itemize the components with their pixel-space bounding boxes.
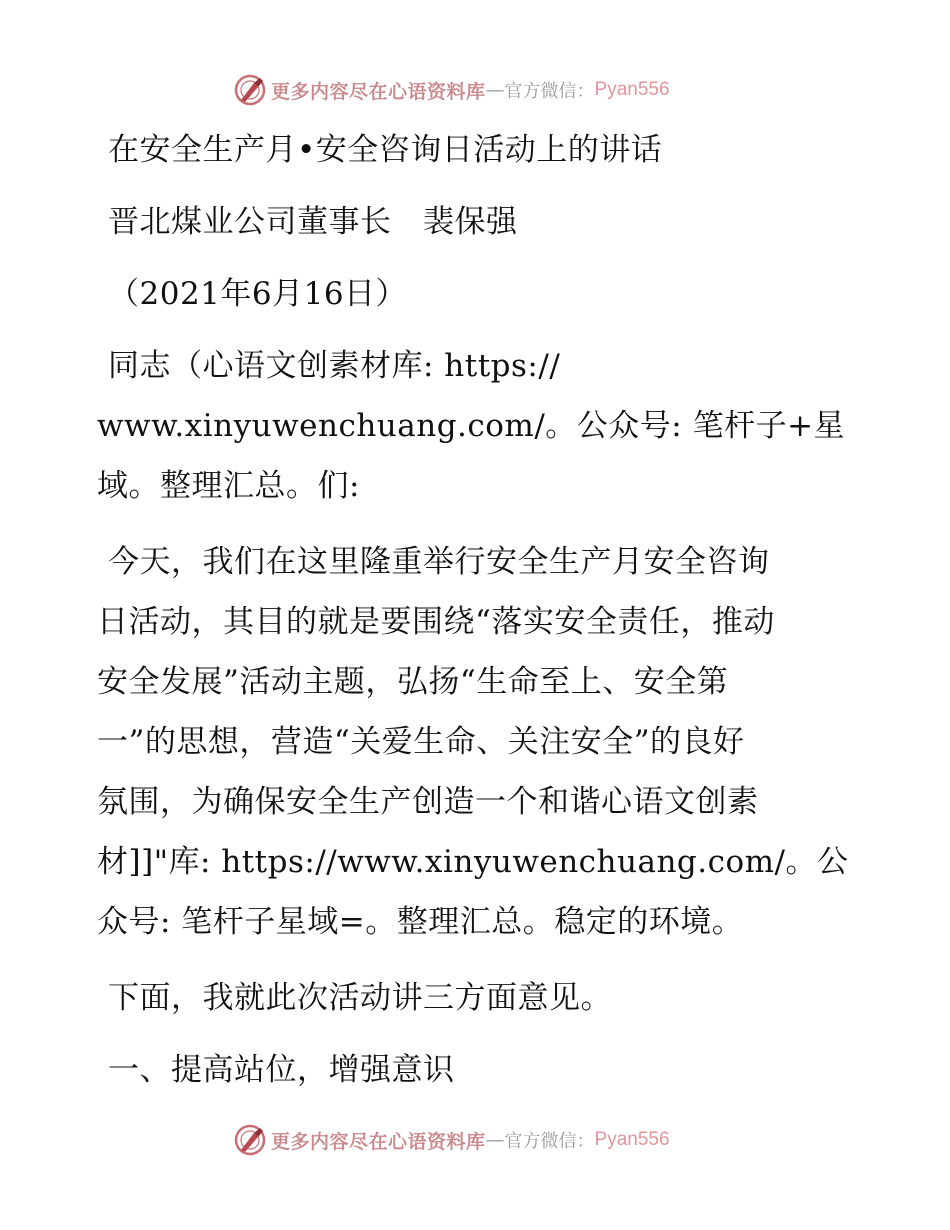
paragraph-line: 氛围，为确保安全生产创造一个和谐心语文创素: [97, 784, 759, 820]
document-body: [97, 120, 857, 1100]
salutation: [97, 336, 857, 516]
salutation-line: 域。整理汇总。们:: [97, 468, 360, 504]
paragraph-1: [97, 532, 857, 952]
banner-separator: —: [485, 1129, 505, 1151]
document-title: 在安全生产月•安全咨询日活动上的讲话: [108, 132, 663, 168]
banner-wechat-label: 官方微信：: [504, 81, 595, 102]
footer-banner: [233, 1122, 670, 1158]
paragraph-line: 众号: 笔杆子星域=。整理汇总。稳定的环境。: [97, 904, 744, 940]
date-line: （2021年6月16日）: [108, 276, 408, 312]
salutation-line: 同志（心语文创素材库: https://: [108, 348, 561, 384]
header-banner: [233, 72, 670, 108]
banner-wechat-id: Pyan556: [594, 79, 670, 100]
paragraph-line: 安全发展”活动主题，弘扬“生命至上、安全第: [97, 664, 729, 700]
paragraph-line: 今天，我们在这里隆重举行安全生产月安全咨询: [108, 544, 770, 580]
banner-main-text: 更多内容尽在心语资料库: [271, 1130, 486, 1153]
salutation-line: www.xinyuwenchuang.com/。公众号: 笔杆子+星: [97, 408, 846, 444]
pen-nib-logo-icon: [233, 73, 267, 107]
section-heading: 一、提高站位，增强意识: [108, 1052, 455, 1088]
paragraph-line: 日活动，其目的就是要围绕“落实安全责任，推动: [97, 604, 775, 640]
paragraph-line: 材]]"库: https://www.xinyuwenchuang.com/。公: [97, 844, 849, 880]
banner-wechat-label: 官方微信：: [504, 1131, 595, 1152]
banner-wechat-id: Pyan556: [594, 1129, 670, 1150]
author-line: 晋北煤业公司董事长 裴保强: [108, 204, 518, 240]
banner-separator: —: [485, 79, 505, 101]
paragraph-2: 下面，我就此次活动讲三方面意见。: [108, 980, 612, 1016]
pen-nib-logo-icon: [233, 1123, 267, 1157]
banner-main-text: 更多内容尽在心语资料库: [271, 80, 486, 103]
paragraph-line: 一”的思想，营造“关爱生命、关注安全”的良好: [97, 724, 745, 760]
